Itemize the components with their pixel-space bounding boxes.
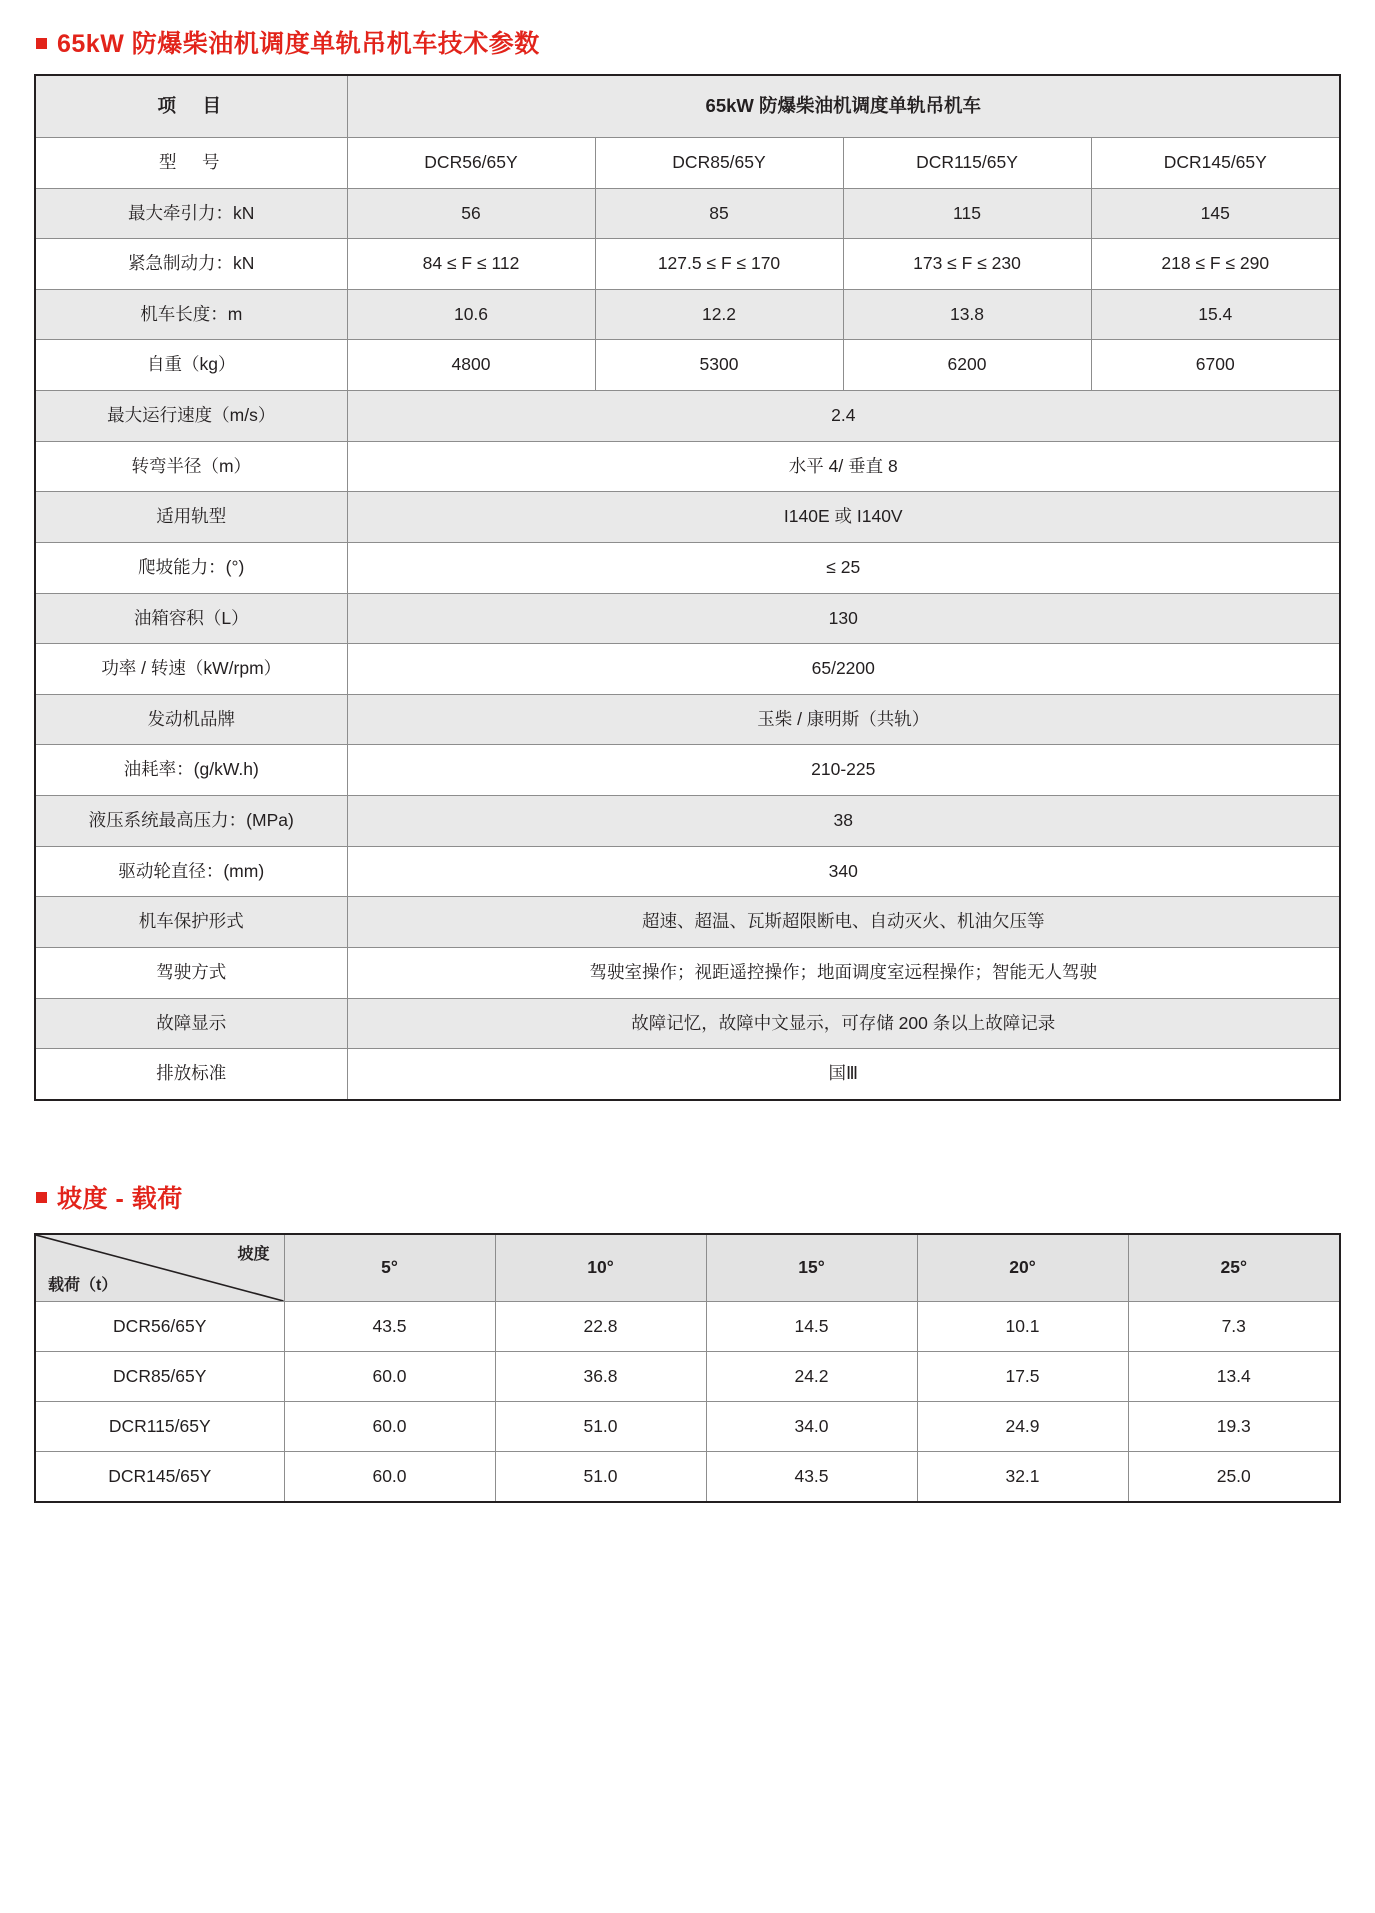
row-value: 超速、超温、瓦斯超限断电、自动灭火、机油欠压等 (347, 897, 1340, 948)
row-value: 国Ⅲ (347, 1049, 1340, 1100)
table-row (35, 391, 1340, 442)
row-value: 340 (347, 846, 1340, 897)
load-table-wrapper (34, 1233, 1341, 1503)
row-value: 127.5 ≤ F ≤ 170 (595, 239, 843, 290)
table-row (35, 745, 1340, 796)
spec-table-body (35, 75, 1340, 1100)
spec-header-title: 65kW 防爆柴油机调度单轨吊机车 (347, 75, 1340, 137)
row-value: 60.0 (284, 1401, 495, 1451)
row-label: 发动机品牌 (35, 694, 347, 745)
row-value: 25.0 (1128, 1451, 1340, 1502)
row-label: 机车长度：m (35, 289, 347, 340)
table-row (35, 593, 1340, 644)
row-value: 水平 4/ 垂直 8 (347, 441, 1340, 492)
table-row (35, 1049, 1340, 1100)
row-value: 24.2 (706, 1351, 917, 1401)
row-value: 34.0 (706, 1401, 917, 1451)
load-heading-text: 坡度 - 载荷 (57, 1184, 183, 1213)
row-label: 紧急制动力：kN (35, 239, 347, 290)
row-value: 2.4 (347, 391, 1340, 442)
row-value: 22.8 (495, 1301, 706, 1351)
row-value: 故障记忆，故障中文显示，可存储 200 条以上故障记录 (347, 998, 1340, 1049)
row-label: DCR145/65Y (35, 1451, 284, 1502)
row-value: 51.0 (495, 1401, 706, 1451)
table-row (35, 998, 1340, 1049)
table-row (35, 75, 1340, 137)
row-value: DCR56/65Y (347, 137, 595, 188)
row-value: 32.1 (917, 1451, 1128, 1502)
row-label: 油耗率：(g/kW.h) (35, 745, 347, 796)
square-bullet-icon (36, 38, 47, 49)
table-row (35, 1401, 1340, 1451)
row-label: 机车保护形式 (35, 897, 347, 948)
column-header: 15° (706, 1234, 917, 1302)
table-row (35, 694, 1340, 745)
table-row (35, 188, 1340, 239)
table-row (35, 289, 1340, 340)
row-label: 驱动轮直径：(mm) (35, 846, 347, 897)
load-section-heading (36, 1179, 1341, 1215)
row-label: 排放标准 (35, 1049, 347, 1100)
row-label: DCR56/65Y (35, 1301, 284, 1351)
row-value: I140E 或 I140V (347, 492, 1340, 543)
table-row (35, 492, 1340, 543)
corner-column-label: 坡度 (237, 1245, 270, 1263)
row-label: 故障显示 (35, 998, 347, 1049)
table-row (35, 846, 1340, 897)
row-value: DCR145/65Y (1091, 137, 1340, 188)
table-header-row (35, 1234, 1340, 1302)
row-value: 4800 (347, 340, 595, 391)
table-row (35, 1451, 1340, 1502)
row-value: DCR115/65Y (843, 137, 1091, 188)
table-row (35, 441, 1340, 492)
row-value: 145 (1091, 188, 1340, 239)
load-table-body (35, 1234, 1340, 1502)
row-label: 最大牵引力：kN (35, 188, 347, 239)
row-value: 60.0 (284, 1451, 495, 1502)
row-value: 130 (347, 593, 1340, 644)
row-value: ≤ 25 (347, 542, 1340, 593)
table-row (35, 239, 1340, 290)
table-row (35, 1301, 1340, 1351)
row-value: 115 (843, 188, 1091, 239)
row-label: 自重（kg） (35, 340, 347, 391)
row-value: 12.2 (595, 289, 843, 340)
table-row (35, 1351, 1340, 1401)
column-header: 25° (1128, 1234, 1340, 1302)
row-value: 玉柴 / 康明斯（共轨） (347, 694, 1340, 745)
row-label: 转弯半径（m） (35, 441, 347, 492)
row-label: 型 号 (35, 137, 347, 188)
row-value: 43.5 (284, 1301, 495, 1351)
spec-heading-text: 65kW 防爆柴油机调度单轨吊机车技术参数 (57, 30, 540, 58)
row-value: DCR85/65Y (595, 137, 843, 188)
column-header: 20° (917, 1234, 1128, 1302)
diagonal-header-box (36, 1235, 284, 1301)
row-value: 5300 (595, 340, 843, 391)
row-label: 功率 / 转速（kW/rpm） (35, 644, 347, 695)
row-value: 6700 (1091, 340, 1340, 391)
row-value: 84 ≤ F ≤ 112 (347, 239, 595, 290)
row-value: 38 (347, 796, 1340, 847)
row-value: 56 (347, 188, 595, 239)
row-value: 15.4 (1091, 289, 1340, 340)
row-value: 6200 (843, 340, 1091, 391)
row-value: 218 ≤ F ≤ 290 (1091, 239, 1340, 290)
row-value: 7.3 (1128, 1301, 1340, 1351)
table-row (35, 340, 1340, 391)
row-value: 10.1 (917, 1301, 1128, 1351)
table-row (35, 542, 1340, 593)
row-label: 爬坡能力：(°) (35, 542, 347, 593)
row-label: 油箱容积（L） (35, 593, 347, 644)
column-header: 5° (284, 1234, 495, 1302)
spec-table (34, 74, 1341, 1101)
row-value: 13.8 (843, 289, 1091, 340)
spec-section-heading (36, 24, 1341, 60)
row-value: 85 (595, 188, 843, 239)
row-value: 13.4 (1128, 1351, 1340, 1401)
row-label: DCR85/65Y (35, 1351, 284, 1401)
section-spacer (34, 1101, 1341, 1179)
table-row (35, 947, 1340, 998)
table-row (35, 796, 1340, 847)
row-label: 适用轨型 (35, 492, 347, 543)
table-row (35, 137, 1340, 188)
diagonal-header-cell (35, 1234, 284, 1302)
row-value: 14.5 (706, 1301, 917, 1351)
row-value: 10.6 (347, 289, 595, 340)
row-label: 驾驶方式 (35, 947, 347, 998)
square-bullet-icon (36, 1192, 47, 1203)
grade-load-table (34, 1233, 1341, 1503)
table-row (35, 897, 1340, 948)
table-row (35, 644, 1340, 695)
row-value: 17.5 (917, 1351, 1128, 1401)
row-label: 液压系统最高压力：(MPa) (35, 796, 347, 847)
row-value: 210-225 (347, 745, 1340, 796)
row-value: 19.3 (1128, 1401, 1340, 1451)
row-value: 65/2200 (347, 644, 1340, 695)
row-value: 51.0 (495, 1451, 706, 1502)
row-value: 驾驶室操作；视距遥控操作；地面调度室远程操作；智能无人驾驶 (347, 947, 1340, 998)
row-value: 43.5 (706, 1451, 917, 1502)
row-value: 60.0 (284, 1351, 495, 1401)
corner-row-label: 载荷（t） (48, 1276, 118, 1294)
row-value: 24.9 (917, 1401, 1128, 1451)
row-value: 36.8 (495, 1351, 706, 1401)
row-value: 173 ≤ F ≤ 230 (843, 239, 1091, 290)
row-label: 最大运行速度（m/s） (35, 391, 347, 442)
column-header: 10° (495, 1234, 706, 1302)
row-label: DCR115/65Y (35, 1401, 284, 1451)
spec-header-label: 项 目 (35, 75, 347, 137)
